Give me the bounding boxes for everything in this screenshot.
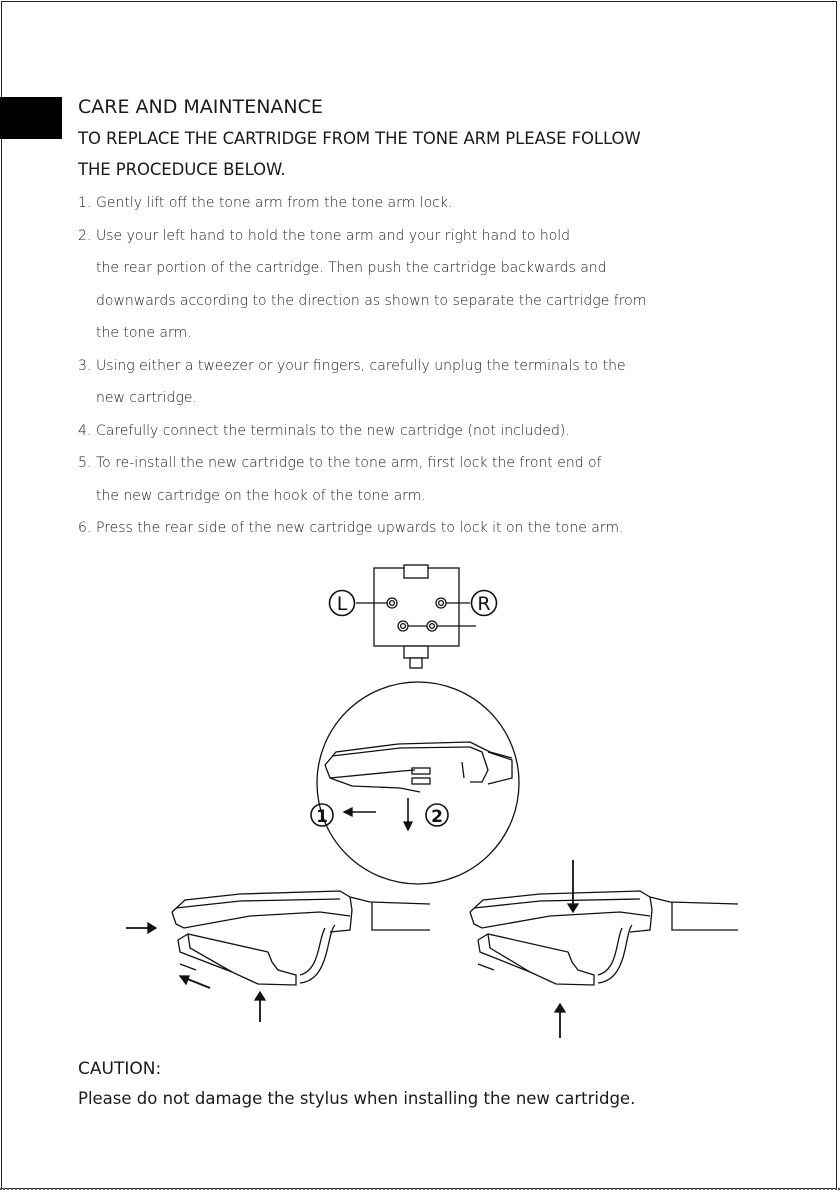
step-number: 3. xyxy=(78,357,92,374)
step-text: Carefully connect the terminals to the new cartridge (not included). xyxy=(96,422,570,439)
step-text: the rear portion of the cartridge. Then push the cartridge backwards and xyxy=(96,260,607,276)
caution-section xyxy=(78,1054,778,1114)
step-text: Using either a tweezer or your fingers, carefully unplug the terminals to the xyxy=(96,357,626,374)
step-text: new cartridge. xyxy=(96,390,197,406)
step-1-marker: 1 xyxy=(316,807,328,827)
left-channel-label: L xyxy=(336,593,348,615)
step-number: 5. xyxy=(78,455,92,471)
step-number: 6. xyxy=(78,520,92,536)
step-text: the tone arm. xyxy=(96,325,192,341)
caution-text: Please do not damage the stylus when installing the new cartridge. xyxy=(78,1089,636,1108)
page-bottom-border xyxy=(0,1188,840,1190)
page-title: CARE AND MAINTENANCE xyxy=(78,96,323,118)
step-text: the new cartridge on the hook of the tone arm. xyxy=(96,487,426,504)
magnified-view xyxy=(311,682,519,884)
terminal-diagram xyxy=(330,565,497,668)
step-number: 4. xyxy=(78,422,92,439)
right-channel-label: R xyxy=(477,593,491,615)
step-text: downwards according to the direction as shown to separate the cartridge from xyxy=(96,292,647,309)
step-text: To re-install the new cartridge to the tone arm, first lock the front end of xyxy=(96,455,602,471)
caution-title: CAUTION: xyxy=(78,1059,162,1079)
step-number: 1. xyxy=(78,195,92,211)
step-text: Press the rear side of the new cartridge upwards to lock it on the tone arm. xyxy=(96,520,624,536)
step-text: Use your left hand to hold the tone arm and your right hand to hold xyxy=(96,227,571,244)
step-2-marker: 2 xyxy=(431,807,443,827)
removal-illustration xyxy=(126,891,430,1022)
subtitle-line-2: THE PROCEDUCE BELOW. xyxy=(78,160,286,179)
installation-illustration xyxy=(470,860,738,1038)
subtitle-line-1: TO REPLACE THE CARTRIDGE FROM THE TONE ARM PLEASE FOLLOW xyxy=(78,129,641,148)
step-number: 2. xyxy=(78,227,92,244)
step-text: Gently lift off the tone arm from the tone arm lock. xyxy=(96,195,453,211)
